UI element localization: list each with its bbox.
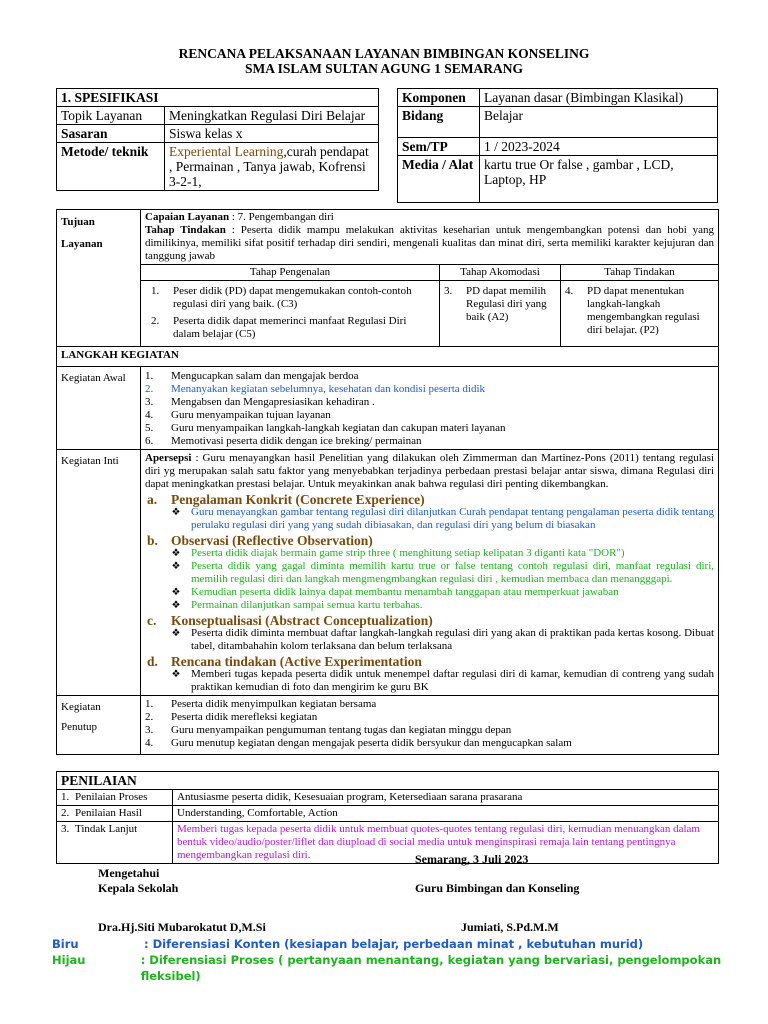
section-item: [145, 668, 714, 694]
item-number: 2.: [145, 383, 154, 395]
place-date: Semarang, 3 Juli 2023: [415, 852, 529, 866]
item-number: 2.: [145, 711, 154, 723]
spec-heading: 1. SPESIFIKASI: [57, 89, 379, 107]
spec-right-table: [397, 88, 718, 203]
penilaian-row: [57, 806, 719, 822]
section-title: Rencana tindakan (Active Experimentation: [171, 654, 422, 669]
awal-item: [145, 396, 714, 409]
metode-value: [165, 143, 379, 191]
penutup-list: [145, 698, 714, 750]
awal-label: Kegiatan Awal: [57, 367, 141, 450]
item-number: 2.: [61, 807, 70, 819]
capaian-value: : 7. Pengembangan diri: [231, 211, 334, 223]
col-head-pengenalan: Tahap Pengenalan: [141, 265, 440, 281]
section-letter: b.: [147, 533, 158, 548]
penutup-label: Kegiatan Penutup: [57, 696, 141, 755]
item-number: 4.: [145, 409, 154, 421]
document-title: RENCANA PELAKSANAAN LAYANAN BIMBINGAN KONSELING: [178, 46, 590, 61]
penilaian-row: [57, 790, 719, 806]
penilaian-value: Understanding, Comfortable, Action: [173, 806, 719, 822]
item-number: 6.: [145, 435, 154, 447]
awal-item: [145, 435, 714, 448]
penutup-item: [145, 711, 714, 724]
penilaian-label-cell: [57, 822, 173, 864]
sasaran-value: Siswa kelas x: [165, 125, 379, 143]
penilaian-value: Memberi tugas kepada peserta didik untuk membuat quotes-quotes tentang regulasi diri, kemudian menuangkan dalam bentuk video/audio/poster/liflet dan diupload di social media untuk menginspirasi remaja lain tentang pentingnya mengembangkan regulasi diri.: [173, 822, 719, 864]
guru-bk-label: Guru Bimbingan dan Konseling: [415, 881, 580, 895]
tindakan-label: Tahap Tindakan: [145, 224, 226, 236]
item-text: Peserta didik dapat memerinci manfaat Regulasi Diri dalam belajar (C5): [173, 315, 407, 340]
awal-item: [145, 383, 714, 396]
awal-item: [145, 370, 714, 383]
penilaian-label-cell: [57, 790, 173, 806]
penutup-item: [145, 737, 714, 750]
item-number: 1.: [145, 698, 154, 710]
legend-desc: : Diferensiasi Konten (kesiapan belajar, perbedaan minat , kebutuhan murid): [144, 937, 644, 951]
tindakan-cell: [561, 281, 719, 347]
legend-row: [52, 936, 762, 952]
item-text: Peserta didik menyimpulkan kegiatan bersama: [171, 698, 377, 710]
spec-left-table: [56, 88, 379, 191]
legend-label: Biru: [52, 937, 79, 951]
penutup-item: [145, 698, 714, 711]
item-number: 2.: [151, 315, 160, 327]
pengenalan-item: [145, 315, 435, 341]
penilaian-table: [56, 771, 719, 864]
penutup-item: [145, 724, 714, 737]
kepala-sekolah-name: Dra.Hj.Siti Mubarokatut D,M.Si: [98, 920, 266, 934]
metode-rest: ,curah pendapat , Permainan , Tanya jawab, Kofrensi 3-2-1,: [169, 144, 369, 189]
langkah-heading: LANGKAH KEGIATAN: [57, 347, 719, 367]
legend-desc: : Diferensiasi Proses ( pertanyaan menantang, kegiatan yang bervariasi, pengelompokan fleksibel): [140, 953, 722, 983]
capaian-label: Capaian Layanan: [145, 211, 230, 223]
diamond-bullet-icon: ❖: [171, 600, 181, 611]
item-text: Guru menyampaikan langkah-langkah kegiatan dan cakupan materi layanan: [171, 422, 506, 434]
media-value: kartu true Or false , gambar , LCD, Laptop, HP: [480, 156, 718, 203]
item-number: 1.: [61, 791, 70, 803]
kepala-sekolah-label: Kepala Sekolah: [98, 881, 179, 895]
item-text: Peserta didik merefleksi kegiatan: [171, 711, 318, 723]
item-text: Peserta didik diajak bermain game strip three ( menghitung setiap kelipatan 3 diganti kata "DOR"): [191, 547, 625, 559]
bidang-value: Belajar: [480, 107, 718, 138]
item-text: Kemudian peserta didik lainya dapat membantu menambah tanggapan atau memperkuat jawaban: [191, 586, 619, 598]
akomodasi-text: PD dapat memilih Regulasi diri yang baik (A2): [466, 285, 547, 323]
penutup-content: [141, 696, 719, 755]
tindakan-value: : Peserta didik mampu melakukan aktivitas keseharian untuk mengembangkan potensi dan hobi yang dimilikinya, memiliki sifat positif terhadap diri sendiri, mengenali kualitas dan minat diri, serta memiliki karakter kejujuran dan tanggung jawab: [145, 224, 715, 262]
penilaian-label: Penilaian Proses: [75, 791, 148, 803]
penilaian-label: Penilaian Hasil: [75, 807, 142, 819]
section-heading: [145, 655, 714, 668]
pengenalan-cell: [141, 281, 440, 347]
tindakan-number: 4.: [565, 285, 574, 297]
item-number: 4.: [145, 737, 154, 749]
awal-list: [145, 370, 714, 448]
media-label: Media / Alat: [398, 156, 480, 203]
item-text: Menanyakan kegiatan sebelumnya, kesehatan dan kondisi peserta didik: [171, 383, 486, 395]
item-number: 3.: [145, 396, 154, 408]
metode-highlight: Experiental Learning: [169, 144, 284, 159]
section-letter: a.: [147, 492, 158, 507]
main-table: [56, 209, 719, 755]
diamond-bullet-icon: ❖: [171, 548, 181, 559]
section-item: [145, 547, 714, 560]
item-number: 1.: [151, 285, 160, 297]
bidang-label: Bidang: [398, 107, 480, 138]
tujuan-label: Tujuan Layanan: [57, 210, 141, 347]
semtp-label: Sem/TP: [398, 138, 480, 156]
pengenalan-list: [145, 285, 435, 341]
penilaian-label: Tindak Lanjut: [75, 823, 138, 835]
item-text: Permainan dilanjutkan sampai semua kartu terbahas.: [191, 599, 423, 611]
color-legend: [52, 936, 762, 984]
penilaian-row: [57, 822, 719, 864]
legend-row: [52, 952, 762, 984]
item-text: Guru menayangkan gambar tentang regulasi diri dilanjutkan Curah pendapat tentang pengalaman peserta didik tentang perulaku regulasi diri yang yang sudah dibiasakan, dan regulasi diri yang belum di biasakan: [191, 506, 715, 531]
topik-value: Meningkatkan Regulasi Diri Belajar: [165, 107, 379, 125]
penilaian-heading: PENILAIAN: [57, 772, 719, 790]
item-number: 3.: [61, 823, 70, 835]
section-item: [145, 599, 714, 612]
mengetahui-label: Mengetahui: [98, 866, 160, 880]
komponen-value: Layanan dasar (Bimbingan Klasikal): [480, 89, 718, 107]
legend-label: Hijau: [52, 953, 86, 967]
awal-content: [141, 367, 719, 450]
apersepsi-text: : Guru menayangkan hasil Penelitian yang dilakukan oleh Zimmerman dan Martinez-Pons (2011) tentang regulasi diri yg merupakan salah satu faktor yang menyebabkan terjadinya perbedaan prestasi belajar antar siswa, dimana Regulasi diri dapat meningkatkan prestasi belajar. Untuk meyakinkan anak bahwa regulasi diri penting dikembangkan.: [145, 452, 715, 490]
item-text: Mengucapkan salam dan mengajak berdoa: [171, 370, 359, 382]
col-head-tindakan: Tahap Tindakan: [561, 265, 719, 281]
section-letter: c.: [147, 613, 157, 628]
item-text: Memberi tugas kepada peserta didik untuk menempel daftar regulasi diri di kamar, kemudian di contreng yang sudah praktikan kemudian di foto dan mengirim ke guru BK: [191, 668, 715, 693]
item-text: Guru menyampaikan pengumuman tentang tugas dan kegiatan minggu depan: [171, 724, 512, 736]
sasaran-label: Sasaran: [57, 125, 165, 143]
penilaian-label-cell: [57, 806, 173, 822]
awal-item: [145, 409, 714, 422]
section-heading: [145, 493, 714, 506]
section-item: [145, 627, 714, 653]
diamond-bullet-icon: ❖: [171, 507, 181, 518]
semtp-value: 1 / 2023-2024: [480, 138, 718, 156]
diamond-bullet-icon: ❖: [171, 628, 181, 639]
diamond-bullet-icon: ❖: [171, 587, 181, 598]
item-text: Peserta didik diminta membuat daftar langkah-langkah regulasi diri yang akan di praktikan pada kertas kosong. Dibuat tabel, ditambahahin kolom terlaksana dan belum terlaksana: [191, 627, 715, 652]
metode-label: Metode/ teknik: [57, 143, 165, 191]
awal-item: [145, 422, 714, 435]
inti-label: Kegiatan Inti: [57, 450, 141, 696]
section-letter: d.: [147, 654, 158, 669]
pengenalan-item: [145, 285, 435, 311]
item-text: Guru menutup kegiatan dengan mengajak peserta didik bersyukur dan mengucapkan salam: [171, 737, 572, 749]
komponen-label: Komponen: [398, 89, 480, 107]
guru-bk-name: Jumiati, S.Pd.M.M: [461, 920, 559, 934]
item-text: Peserta didik yang gagal diminta memilih kartu true or false tentang contoh regulasi diri, manfaat regulasi diri, memilih regulasi diri dan langkah mengmengmbangkan regulasi diri , kemudian membaca dan menangggapi.: [191, 560, 715, 585]
apersepsi-label: Apersepsi: [145, 452, 192, 464]
section-heading: [145, 534, 714, 547]
tujuan-content: [141, 210, 719, 265]
akomodasi-number: 3.: [444, 285, 453, 297]
section-item: [145, 560, 714, 586]
item-text: Guru menyampaikan tujuan layanan: [171, 409, 331, 421]
inti-sections: [145, 493, 714, 694]
item-text: Peser didik (PD) dapat mengemukakan contoh-contoh regulasi diri yang baik. (C3): [173, 285, 412, 310]
section-item: [145, 506, 714, 532]
school-name: SMA ISLAM SULTAN AGUNG 1 SEMARANG: [245, 61, 523, 76]
penilaian-value: Antusiasme peserta didik, Kesesuaian program, Ketersediaan sarana prasarana: [173, 790, 719, 806]
item-text: Mengabsen dan Mengapresiasikan kehadiran .: [171, 396, 375, 408]
diamond-bullet-icon: ❖: [171, 669, 181, 680]
section-title: Konseptualisasi (Abstract Conceptualization): [171, 613, 433, 628]
akomodasi-cell: [440, 281, 561, 347]
item-number: 1.: [145, 370, 154, 382]
section-title: Observasi (Reflective Observation): [171, 533, 373, 548]
section-heading: [145, 614, 714, 627]
item-number: 3.: [145, 724, 154, 736]
inti-content: [141, 450, 719, 696]
col-head-akomodasi: Tahap Akomodasi: [440, 265, 561, 281]
section-item: [145, 586, 714, 599]
diamond-bullet-icon: ❖: [171, 561, 181, 572]
section-title: Pengalaman Konkrit (Concrete Experience): [171, 492, 425, 507]
tindakan-text: PD dapat menentukan langkah-langkah mengembangkan regulasi diri belajar. (P2): [587, 285, 700, 336]
item-number: 5.: [145, 422, 154, 434]
topik-label: Topik Layanan: [57, 107, 165, 125]
item-text: Memotivasi peserta didik dengan ice breking/ permainan: [171, 435, 422, 447]
